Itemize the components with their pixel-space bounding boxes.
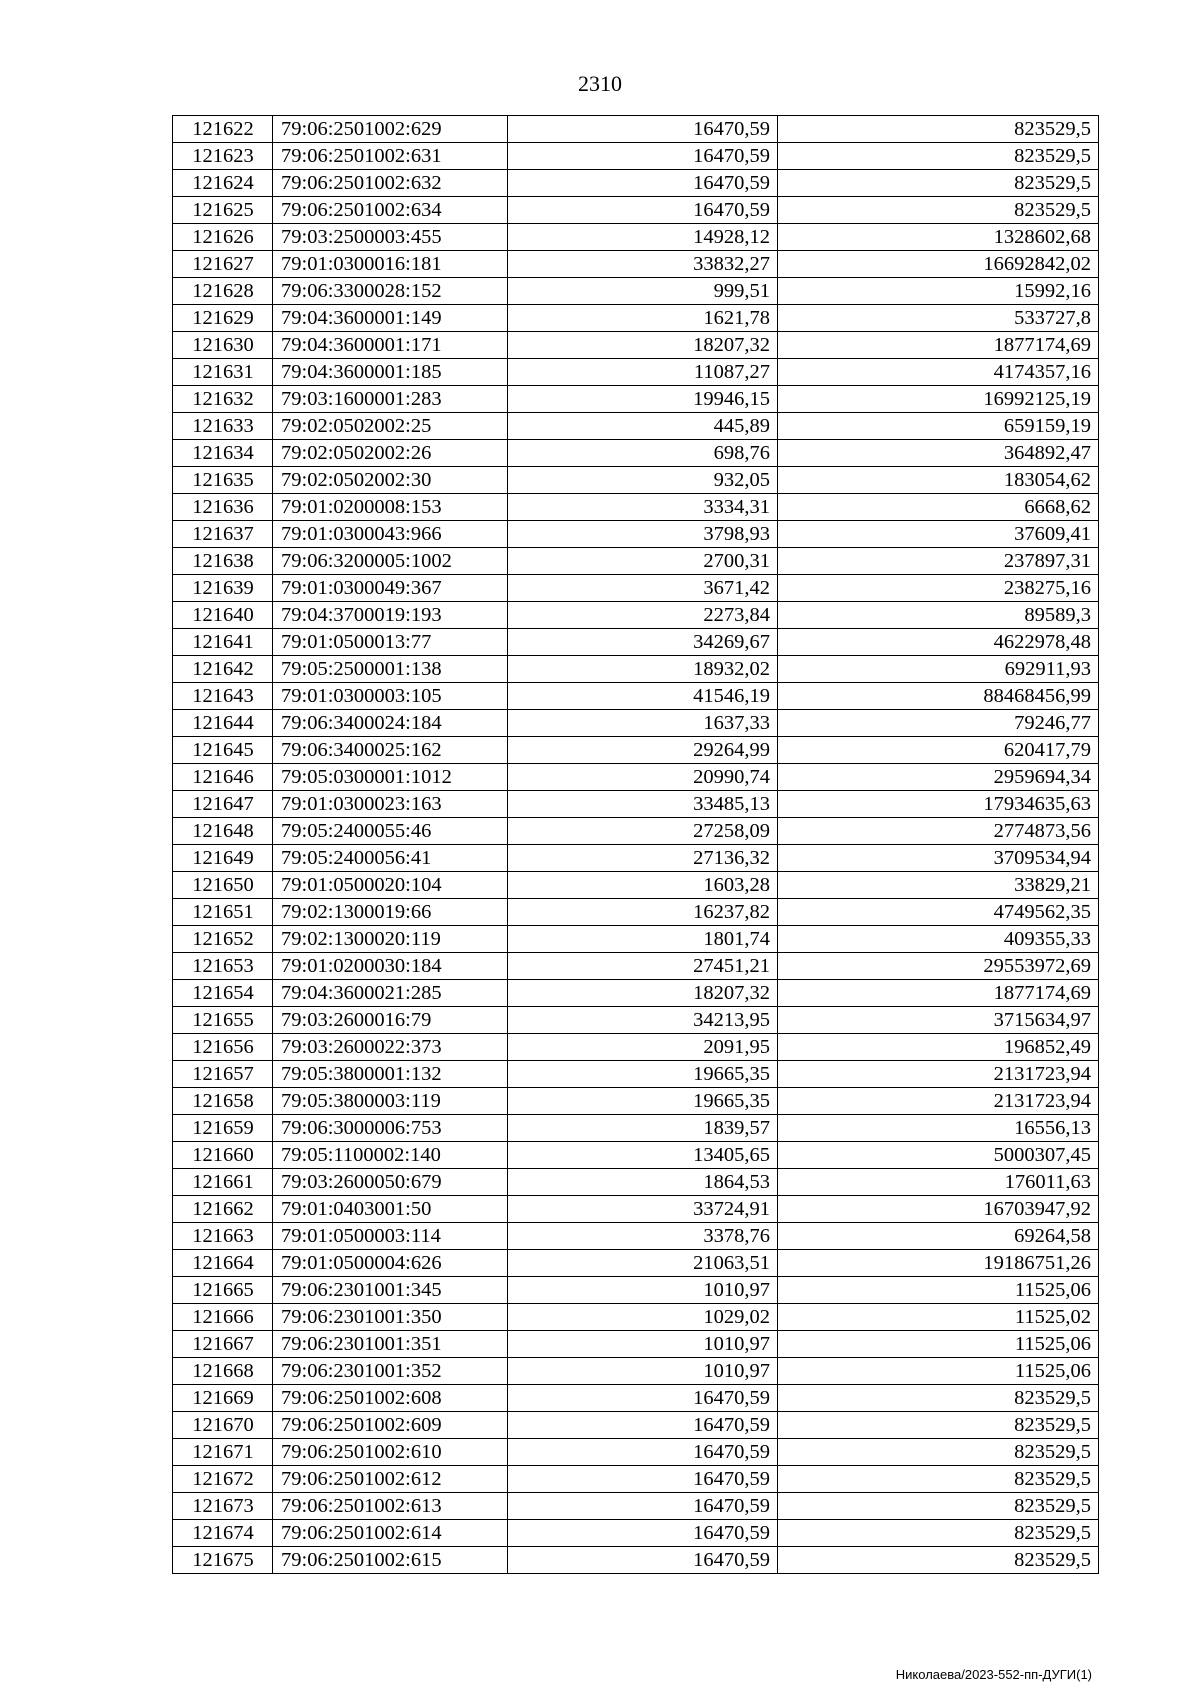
row-number-cell: 121652 (173, 926, 273, 953)
table-row (173, 1223, 1099, 1250)
table-row (173, 1439, 1099, 1466)
area-cell: 999,51 (508, 278, 778, 305)
cadastral-value-cell: 1877174,69 (778, 980, 1099, 1007)
area-cell: 18207,32 (508, 980, 778, 1007)
cadastral-value-cell: 1877174,69 (778, 332, 1099, 359)
cadastral-value-cell: 4174357,16 (778, 359, 1099, 386)
row-number-cell: 121644 (173, 710, 273, 737)
cadastral-number-cell: 79:01:0500020:104 (273, 872, 508, 899)
table-row (173, 1331, 1099, 1358)
row-number-cell: 121624 (173, 170, 273, 197)
area-cell: 41546,19 (508, 683, 778, 710)
cadastral-number-cell: 79:01:0500003:114 (273, 1223, 508, 1250)
area-cell: 33724,91 (508, 1196, 778, 1223)
table-row (173, 1520, 1099, 1547)
cadastral-value-cell: 196852,49 (778, 1034, 1099, 1061)
table-row (173, 683, 1099, 710)
row-number-cell: 121667 (173, 1331, 273, 1358)
cadastral-value-cell: 3715634,97 (778, 1007, 1099, 1034)
cadastral-value-cell: 11525,06 (778, 1277, 1099, 1304)
cadastral-number-cell: 79:06:2301001:345 (273, 1277, 508, 1304)
row-number-cell: 121640 (173, 602, 273, 629)
cadastral-value-cell: 4749562,35 (778, 899, 1099, 926)
row-number-cell: 121672 (173, 1466, 273, 1493)
table-row (173, 1142, 1099, 1169)
table-row (173, 494, 1099, 521)
row-number-cell: 121639 (173, 575, 273, 602)
area-cell: 3334,31 (508, 494, 778, 521)
area-cell: 16470,59 (508, 1412, 778, 1439)
table-row (173, 764, 1099, 791)
table-row (173, 1061, 1099, 1088)
area-cell: 1839,57 (508, 1115, 778, 1142)
table-row (173, 791, 1099, 818)
table-row (173, 575, 1099, 602)
cadastral-value-cell: 823529,5 (778, 1520, 1099, 1547)
cadastral-value-cell: 620417,79 (778, 737, 1099, 764)
cadastral-number-cell: 79:04:3600001:149 (273, 305, 508, 332)
area-cell: 3378,76 (508, 1223, 778, 1250)
cadastral-number-cell: 79:06:3400024:184 (273, 710, 508, 737)
table-row (173, 1493, 1099, 1520)
table-row (173, 1412, 1099, 1439)
cadastral-value-cell: 69264,58 (778, 1223, 1099, 1250)
cadastral-number-cell: 79:01:0300043:966 (273, 521, 508, 548)
cadastral-value-cell: 11525,06 (778, 1331, 1099, 1358)
row-number-cell: 121666 (173, 1304, 273, 1331)
cadastral-value-cell: 823529,5 (778, 1412, 1099, 1439)
table-row (173, 899, 1099, 926)
table-row (173, 467, 1099, 494)
cadastral-value-cell: 823529,5 (778, 1493, 1099, 1520)
cadastral-value-cell: 3709534,94 (778, 845, 1099, 872)
area-cell: 1621,78 (508, 305, 778, 332)
row-number-cell: 121642 (173, 656, 273, 683)
area-cell: 27136,32 (508, 845, 778, 872)
area-cell: 34269,67 (508, 629, 778, 656)
table-row (173, 224, 1099, 251)
area-cell: 29264,99 (508, 737, 778, 764)
cadastral-number-cell: 79:05:2500001:138 (273, 656, 508, 683)
row-number-cell: 121650 (173, 872, 273, 899)
cadastral-value-cell: 823529,5 (778, 1385, 1099, 1412)
area-cell: 16470,59 (508, 170, 778, 197)
area-cell: 1029,02 (508, 1304, 778, 1331)
table-row (173, 332, 1099, 359)
table-row (173, 818, 1099, 845)
table-row (173, 386, 1099, 413)
cadastral-number-cell: 79:05:3800003:119 (273, 1088, 508, 1115)
cadastral-value-cell: 659159,19 (778, 413, 1099, 440)
cadastral-number-cell: 79:06:2501002:634 (273, 197, 508, 224)
row-number-cell: 121622 (173, 116, 273, 143)
table-row (173, 1115, 1099, 1142)
area-cell: 3798,93 (508, 521, 778, 548)
table-row (173, 953, 1099, 980)
cadastral-value-cell: 79246,77 (778, 710, 1099, 737)
cadastral-value-cell: 4622978,48 (778, 629, 1099, 656)
area-cell: 1010,97 (508, 1331, 778, 1358)
row-number-cell: 121654 (173, 980, 273, 1007)
row-number-cell: 121645 (173, 737, 273, 764)
cadastral-number-cell: 79:02:0502002:26 (273, 440, 508, 467)
table-row (173, 278, 1099, 305)
area-cell: 13405,65 (508, 1142, 778, 1169)
table-row (173, 980, 1099, 1007)
cadastral-value-cell: 16692842,02 (778, 251, 1099, 278)
cadastral-number-cell: 79:04:3600021:285 (273, 980, 508, 1007)
area-cell: 1603,28 (508, 872, 778, 899)
area-cell: 16237,82 (508, 899, 778, 926)
cadastral-value-cell: 11525,02 (778, 1304, 1099, 1331)
table-row (173, 1466, 1099, 1493)
row-number-cell: 121627 (173, 251, 273, 278)
table-row (173, 548, 1099, 575)
cadastral-value-cell: 823529,5 (778, 1466, 1099, 1493)
cadastral-value-cell: 1328602,68 (778, 224, 1099, 251)
table-row (173, 737, 1099, 764)
row-number-cell: 121628 (173, 278, 273, 305)
table-row (173, 1547, 1099, 1574)
row-number-cell: 121643 (173, 683, 273, 710)
cadastral-number-cell: 79:03:2600016:79 (273, 1007, 508, 1034)
table-row (173, 629, 1099, 656)
table-row (173, 872, 1099, 899)
cadastral-value-cell: 237897,31 (778, 548, 1099, 575)
cadastral-number-cell: 79:06:2501002:632 (273, 170, 508, 197)
area-cell: 2091,95 (508, 1034, 778, 1061)
cadastral-value-cell: 823529,5 (778, 170, 1099, 197)
cadastral-value-cell: 6668,62 (778, 494, 1099, 521)
row-number-cell: 121626 (173, 224, 273, 251)
cadastral-value-cell: 2131723,94 (778, 1061, 1099, 1088)
area-cell: 16470,59 (508, 116, 778, 143)
area-cell: 21063,51 (508, 1250, 778, 1277)
table-row (173, 1196, 1099, 1223)
cadastral-number-cell: 79:04:3700019:193 (273, 602, 508, 629)
cadastral-number-cell: 79:01:0300049:367 (273, 575, 508, 602)
row-number-cell: 121631 (173, 359, 273, 386)
row-number-cell: 121648 (173, 818, 273, 845)
area-cell: 33832,27 (508, 251, 778, 278)
area-cell: 19946,15 (508, 386, 778, 413)
table-row (173, 602, 1099, 629)
cadastral-number-cell: 79:06:2501002:613 (273, 1493, 508, 1520)
area-cell: 1864,53 (508, 1169, 778, 1196)
row-number-cell: 121632 (173, 386, 273, 413)
table-row (173, 305, 1099, 332)
row-number-cell: 121647 (173, 791, 273, 818)
cadastral-number-cell: 79:06:3200005:1002 (273, 548, 508, 575)
cadastral-value-cell: 19186751,26 (778, 1250, 1099, 1277)
cadastral-number-cell: 79:02:0502002:30 (273, 467, 508, 494)
table-row (173, 1304, 1099, 1331)
row-number-cell: 121668 (173, 1358, 273, 1385)
cadastral-value-cell: 16703947,92 (778, 1196, 1099, 1223)
row-number-cell: 121633 (173, 413, 273, 440)
row-number-cell: 121665 (173, 1277, 273, 1304)
cadastral-number-cell: 79:06:2301001:350 (273, 1304, 508, 1331)
cadastral-value-cell: 823529,5 (778, 1547, 1099, 1574)
cadastral-number-cell: 79:01:0200030:184 (273, 953, 508, 980)
area-cell: 1637,33 (508, 710, 778, 737)
cadastral-number-cell: 79:01:0500004:626 (273, 1250, 508, 1277)
cadastral-number-cell: 79:02:1300019:66 (273, 899, 508, 926)
area-cell: 2700,31 (508, 548, 778, 575)
area-cell: 445,89 (508, 413, 778, 440)
cadastral-number-cell: 79:05:2400055:46 (273, 818, 508, 845)
cadastral-number-cell: 79:06:2301001:351 (273, 1331, 508, 1358)
cadastral-value-cell: 17934635,63 (778, 791, 1099, 818)
cadastral-number-cell: 79:05:3800001:132 (273, 1061, 508, 1088)
cadastral-number-cell: 79:01:0200008:153 (273, 494, 508, 521)
area-cell: 16470,59 (508, 143, 778, 170)
cadastral-value-cell: 2959694,34 (778, 764, 1099, 791)
row-number-cell: 121630 (173, 332, 273, 359)
area-cell: 1010,97 (508, 1358, 778, 1385)
row-number-cell: 121658 (173, 1088, 273, 1115)
cadastral-number-cell: 79:06:2501002:609 (273, 1412, 508, 1439)
row-number-cell: 121635 (173, 467, 273, 494)
cadastral-number-cell: 79:05:0300001:1012 (273, 764, 508, 791)
table-row (173, 251, 1099, 278)
area-cell: 1010,97 (508, 1277, 778, 1304)
row-number-cell: 121657 (173, 1061, 273, 1088)
cadastral-number-cell: 79:05:2400056:41 (273, 845, 508, 872)
cadastral-number-cell: 79:06:2501002:610 (273, 1439, 508, 1466)
row-number-cell: 121669 (173, 1385, 273, 1412)
cadastral-value-cell: 823529,5 (778, 116, 1099, 143)
cadastral-value-cell: 183054,62 (778, 467, 1099, 494)
cadastral-value-cell: 409355,33 (778, 926, 1099, 953)
cadastral-value-cell: 692911,93 (778, 656, 1099, 683)
table-row (173, 116, 1099, 143)
cadastral-value-cell: 364892,47 (778, 440, 1099, 467)
area-cell: 33485,13 (508, 791, 778, 818)
table-row (173, 1385, 1099, 1412)
cadastral-number-cell: 79:03:2600022:373 (273, 1034, 508, 1061)
table-row (173, 1250, 1099, 1277)
area-cell: 20990,74 (508, 764, 778, 791)
cadastral-value-cell: 33829,21 (778, 872, 1099, 899)
table-row (173, 440, 1099, 467)
area-cell: 3671,42 (508, 575, 778, 602)
cadastral-value-cell: 823529,5 (778, 197, 1099, 224)
cadastral-number-cell: 79:06:2501002:629 (273, 116, 508, 143)
table-row (173, 413, 1099, 440)
row-number-cell: 121671 (173, 1439, 273, 1466)
row-number-cell: 121637 (173, 521, 273, 548)
cadastral-value-cell: 37609,41 (778, 521, 1099, 548)
area-cell: 16470,59 (508, 1520, 778, 1547)
cadastral-number-cell: 79:01:0300016:181 (273, 251, 508, 278)
table-row (173, 143, 1099, 170)
table-row (173, 1088, 1099, 1115)
area-cell: 16470,59 (508, 1385, 778, 1412)
table-row (173, 1034, 1099, 1061)
cadastral-value-cell: 823529,5 (778, 1439, 1099, 1466)
cadastral-number-cell: 79:03:2600050:679 (273, 1169, 508, 1196)
cadastral-value-cell: 2131723,94 (778, 1088, 1099, 1115)
cadastral-value-table (172, 115, 1099, 1574)
cadastral-number-cell: 79:02:0502002:25 (273, 413, 508, 440)
cadastral-number-cell: 79:06:3400025:162 (273, 737, 508, 764)
row-number-cell: 121662 (173, 1196, 273, 1223)
row-number-cell: 121660 (173, 1142, 273, 1169)
area-cell: 1801,74 (508, 926, 778, 953)
row-number-cell: 121636 (173, 494, 273, 521)
table-row (173, 359, 1099, 386)
area-cell: 2273,84 (508, 602, 778, 629)
row-number-cell: 121651 (173, 899, 273, 926)
row-number-cell: 121656 (173, 1034, 273, 1061)
row-number-cell: 121638 (173, 548, 273, 575)
table-row (173, 197, 1099, 224)
row-number-cell: 121629 (173, 305, 273, 332)
page-number: 2310 (578, 71, 622, 96)
table-row (173, 170, 1099, 197)
cadastral-value-cell: 16992125,19 (778, 386, 1099, 413)
cadastral-value-cell: 29553972,69 (778, 953, 1099, 980)
row-number-cell: 121641 (173, 629, 273, 656)
table-row (173, 656, 1099, 683)
cadastral-number-cell: 79:01:0300003:105 (273, 683, 508, 710)
document-footer-code: Николаева/2023-552-пп-ДУГИ(1) (895, 1667, 1092, 1682)
area-cell: 16470,59 (508, 1547, 778, 1574)
row-number-cell: 121659 (173, 1115, 273, 1142)
cadastral-number-cell: 79:03:1600001:283 (273, 386, 508, 413)
row-number-cell: 121634 (173, 440, 273, 467)
table-row (173, 1169, 1099, 1196)
area-cell: 27258,09 (508, 818, 778, 845)
cadastral-number-cell: 79:06:2501002:612 (273, 1466, 508, 1493)
cadastral-value-cell: 2774873,56 (778, 818, 1099, 845)
cadastral-number-cell: 79:03:2500003:455 (273, 224, 508, 251)
row-number-cell: 121646 (173, 764, 273, 791)
table-row (173, 845, 1099, 872)
area-cell: 16470,59 (508, 1466, 778, 1493)
area-cell: 11087,27 (508, 359, 778, 386)
table-row (173, 1277, 1099, 1304)
area-cell: 18932,02 (508, 656, 778, 683)
row-number-cell: 121673 (173, 1493, 273, 1520)
cadastral-value-cell: 533727,8 (778, 305, 1099, 332)
cadastral-number-cell: 79:06:2501002:614 (273, 1520, 508, 1547)
cadastral-number-cell: 79:04:3600001:171 (273, 332, 508, 359)
area-cell: 16470,59 (508, 197, 778, 224)
area-cell: 932,05 (508, 467, 778, 494)
area-cell: 16470,59 (508, 1439, 778, 1466)
cadastral-value-cell: 176011,63 (778, 1169, 1099, 1196)
area-cell: 18207,32 (508, 332, 778, 359)
table-row (173, 926, 1099, 953)
row-number-cell: 121663 (173, 1223, 273, 1250)
row-number-cell: 121625 (173, 197, 273, 224)
cadastral-value-cell: 823529,5 (778, 143, 1099, 170)
cadastral-number-cell: 79:06:2301001:352 (273, 1358, 508, 1385)
table-body (173, 116, 1099, 1574)
table-row (173, 521, 1099, 548)
row-number-cell: 121653 (173, 953, 273, 980)
cadastral-value-cell: 16556,13 (778, 1115, 1099, 1142)
cadastral-value-cell: 89589,3 (778, 602, 1099, 629)
cadastral-number-cell: 79:01:0500013:77 (273, 629, 508, 656)
cadastral-number-cell: 79:06:2501002:631 (273, 143, 508, 170)
cadastral-value-cell: 88468456,99 (778, 683, 1099, 710)
row-number-cell: 121649 (173, 845, 273, 872)
cadastral-number-cell: 79:05:1100002:140 (273, 1142, 508, 1169)
table-row (173, 1358, 1099, 1385)
row-number-cell: 121675 (173, 1547, 273, 1574)
row-number-cell: 121674 (173, 1520, 273, 1547)
cadastral-value-cell: 15992,16 (778, 278, 1099, 305)
area-cell: 27451,21 (508, 953, 778, 980)
table-row (173, 710, 1099, 737)
cadastral-value-cell: 5000307,45 (778, 1142, 1099, 1169)
cadastral-number-cell: 79:06:2501002:615 (273, 1547, 508, 1574)
row-number-cell: 121661 (173, 1169, 273, 1196)
cadastral-number-cell: 79:06:3300028:152 (273, 278, 508, 305)
area-cell: 698,76 (508, 440, 778, 467)
area-cell: 19665,35 (508, 1088, 778, 1115)
area-cell: 14928,12 (508, 224, 778, 251)
row-number-cell: 121655 (173, 1007, 273, 1034)
area-cell: 19665,35 (508, 1061, 778, 1088)
cadastral-value-cell: 238275,16 (778, 575, 1099, 602)
area-cell: 16470,59 (508, 1493, 778, 1520)
cadastral-number-cell: 79:01:0300023:163 (273, 791, 508, 818)
cadastral-number-cell: 79:06:2501002:608 (273, 1385, 508, 1412)
row-number-cell: 121623 (173, 143, 273, 170)
row-number-cell: 121670 (173, 1412, 273, 1439)
area-cell: 34213,95 (508, 1007, 778, 1034)
table-row (173, 1007, 1099, 1034)
row-number-cell: 121664 (173, 1250, 273, 1277)
cadastral-number-cell: 79:04:3600001:185 (273, 359, 508, 386)
cadastral-value-cell: 11525,06 (778, 1358, 1099, 1385)
cadastral-number-cell: 79:01:0403001:50 (273, 1196, 508, 1223)
cadastral-number-cell: 79:02:1300020:119 (273, 926, 508, 953)
cadastral-number-cell: 79:06:3000006:753 (273, 1115, 508, 1142)
